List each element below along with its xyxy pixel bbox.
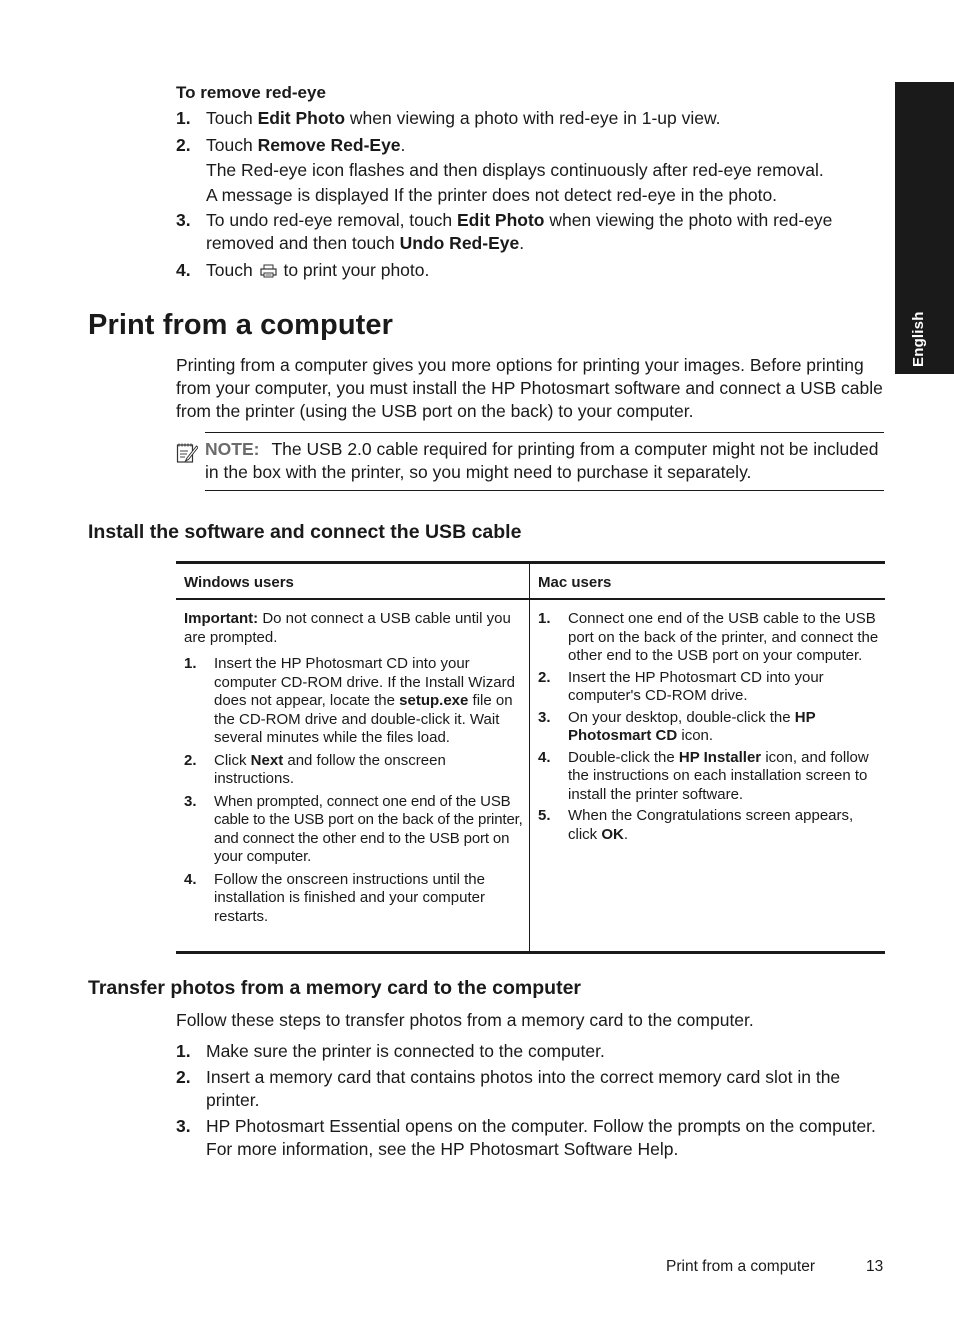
mac-step: 2. Insert the HP Photosmart CD into your computer's CD-ROM drive. xyxy=(538,668,824,704)
mac-step: 5. When the Congratulations screen appears, click OK. xyxy=(538,807,854,843)
red-eye-step-2: 2. Touch Remove Red-Eye. The Red-eye icon flashes and then displays continuously after red-eye removal. A message is displayed If the printer does not detect red-eye in the photo. xyxy=(176,134,876,207)
windows-step: 4. Follow the onscreen instructions until the installation is finished and your computer restarts. xyxy=(184,870,485,925)
note-rule-bottom xyxy=(205,490,884,491)
red-eye-steps-4 xyxy=(176,259,876,282)
windows-step: 1. Insert the HP Photosmart CD into your computer CD-ROM drive. If the Install Wizard does not appear, locate the setup.exe file on the CD-ROM drive and double-click it. Wait several minutes while the files load. xyxy=(184,655,515,746)
red-eye-title: To remove red-eye xyxy=(176,83,326,102)
page-number: 13 xyxy=(866,1258,884,1275)
section-intro: Printing from a computer gives you more options for printing your images. Before printing from your computer, you must install the HP Photosmart software and connect a USB cable from the printer (using the USB port on the back) to your computer. xyxy=(176,355,883,421)
language-tab-label: English xyxy=(910,311,927,367)
table-header-mac: Mac users xyxy=(538,574,612,591)
note-box xyxy=(176,432,884,490)
red-eye-step-1: 1. Touch Edit Photo when viewing a photo with red-eye in 1-up view. xyxy=(176,108,721,128)
note-icon xyxy=(176,442,198,464)
install-title: Install the software and connect the USB cable xyxy=(88,521,522,543)
note-rule-top xyxy=(205,432,884,433)
windows-column xyxy=(184,610,524,926)
transfer-steps xyxy=(176,1040,876,1161)
mac-column xyxy=(538,610,880,844)
red-eye-step-4: 4. Touch to print your photo. xyxy=(176,260,430,280)
red-eye-steps-3 xyxy=(176,209,876,255)
transfer-intro: Follow these steps to transfer photos from a memory card to the computer. xyxy=(176,1010,754,1030)
windows-step: 3. When prompted, connect one end of the USB cable to the USB port on the back of the printer, and connect the other end to the USB port on your computer. xyxy=(184,792,523,865)
red-eye-steps xyxy=(176,107,876,130)
windows-important: Important: Do not connect a USB cable until you are prompted. xyxy=(184,610,511,646)
transfer-step: 2. Insert a memory card that contains photos into the correct memory card slot in the printer. xyxy=(176,1067,841,1110)
table-column-divider xyxy=(529,564,530,951)
print-icon xyxy=(260,264,277,278)
transfer-step: 3. HP Photosmart Essential opens on the computer. Follow the prompts on the computer. For more information, see the HP Photosmart Software Help. xyxy=(176,1116,876,1159)
section-title: Print from a computer xyxy=(88,309,394,341)
mac-step: 1. Connect one end of the USB cable to the USB port on the back of the printer, and connect the other end to the USB port on your computer. xyxy=(538,610,879,664)
footer-title: Print from a computer xyxy=(666,1258,816,1275)
mac-step: 3. On your desktop, double-click the HP Photosmart CD icon. xyxy=(538,708,816,744)
red-eye-step-3: 3. To undo red-eye removal, touch Edit Photo when viewing the photo with red-eye removed and then touch Undo Red-Eye. xyxy=(176,210,833,253)
install-table xyxy=(176,561,885,954)
table-header-rule xyxy=(176,598,885,600)
red-eye-steps-2 xyxy=(176,134,876,207)
mac-step: 4. Double-click the HP Installer icon, and follow the instructions on each installation screen to install the printer software. xyxy=(538,748,869,803)
red-eye-step-2-detail-2: A message is displayed If the printer does not detect red-eye in the photo. xyxy=(206,185,778,205)
transfer-step: 1. Make sure the printer is connected to the computer. xyxy=(176,1041,605,1061)
windows-step: 2. Click Next and follow the onscreen instructions. xyxy=(184,751,446,787)
note-text: NOTE: The USB 2.0 cable required for printing from a computer might not be included in the box with the printer, so you might need to purchase it separately. xyxy=(205,439,879,482)
transfer-title: Transfer photos from a memory card to the computer xyxy=(88,977,582,999)
red-eye-step-2-detail-1: The Red-eye icon flashes and then displays continuously after red-eye removal. xyxy=(206,160,824,180)
note-label: NOTE: xyxy=(205,439,260,459)
table-header-windows: Windows users xyxy=(184,574,294,591)
